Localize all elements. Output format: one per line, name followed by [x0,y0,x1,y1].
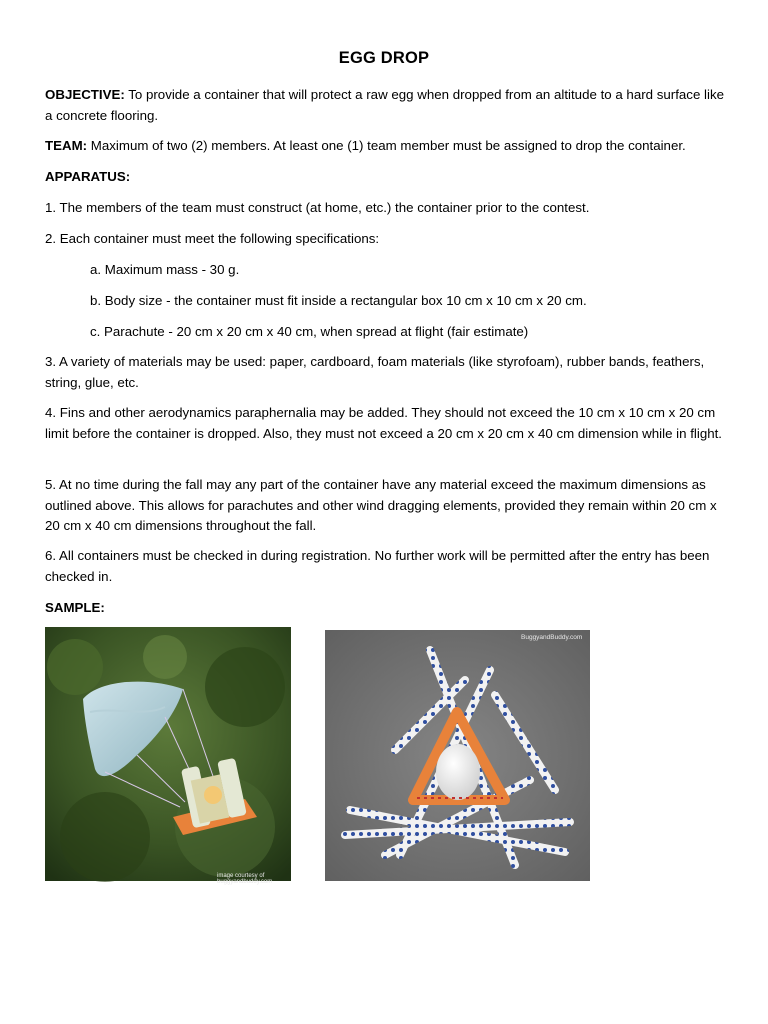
page-title: EGG DROP [338,49,430,67]
rule-item-6: 6. All containers must be checked in during registration. No further work will be permitted after the entry has been checked in. [45,548,710,584]
rule-item-4: 4. Fins and other aerodynamics paraphernalia may be added. They should not exceed the 10 cm x 10 cm x 20 cm limit before the container is dropped. Also, they must not exceed a 20 cm x 20 cm x 40 cm dimension while in flight. [45,405,722,441]
rule-item-5: 5. At no time during the fall may any part of the container have any material exceed the maximum dimensions as outlined above. This allows for parachutes and other wind dragging elements, provided they remain within 20 cm x 20 cm x 40 cm dimensions throughout the fall. [45,477,717,533]
apparatus-heading: APPARATUS: [45,169,131,184]
objective-paragraph [45,85,730,126]
sample-heading: SAMPLE: [45,600,105,615]
left-photo-credit: image courtesy of buggyandbuddy.com [217,873,273,885]
team-text: Maximum of two (2) members. At least one (1) team member must be assigned to drop the container. [87,138,686,153]
straw-frame-sample-photo [325,630,590,881]
spec-item-c: c. Parachute - 20 cm x 20 cm x 40 cm, when spread at flight (fair estimate) [90,324,529,339]
apparatus-item-2: 2. Each container must meet the following specifications: [45,231,380,246]
spec-item-b: b. Body size - the container must fit inside a rectangular box 10 cm x 10 cm x 20 cm. [90,293,587,308]
objective-label: OBJECTIVE: [45,87,125,102]
parachute-sample-photo [45,627,291,885]
team-paragraph [45,136,730,157]
spec-item-a: a. Maximum mass - 30 g. [90,262,240,277]
straw-frame-illustration [325,630,590,881]
parachute-illustration [45,627,291,881]
team-label: TEAM: [45,138,88,153]
rule-item-3: 3. A variety of materials may be used: paper, cardboard, foam materials (like styrofoam), rubber bands, feathers, string, glue, etc. [45,354,705,390]
apparatus-item-1: 1. The members of the team must construct (at home, etc.) the container prior to the contest. [45,200,590,215]
right-photo-credit: BuggyandBuddy.com [521,634,583,641]
objective-text: To provide a container that will protect a raw egg when dropped from an altitude to a hard surface like a concrete flooring. [45,87,724,123]
